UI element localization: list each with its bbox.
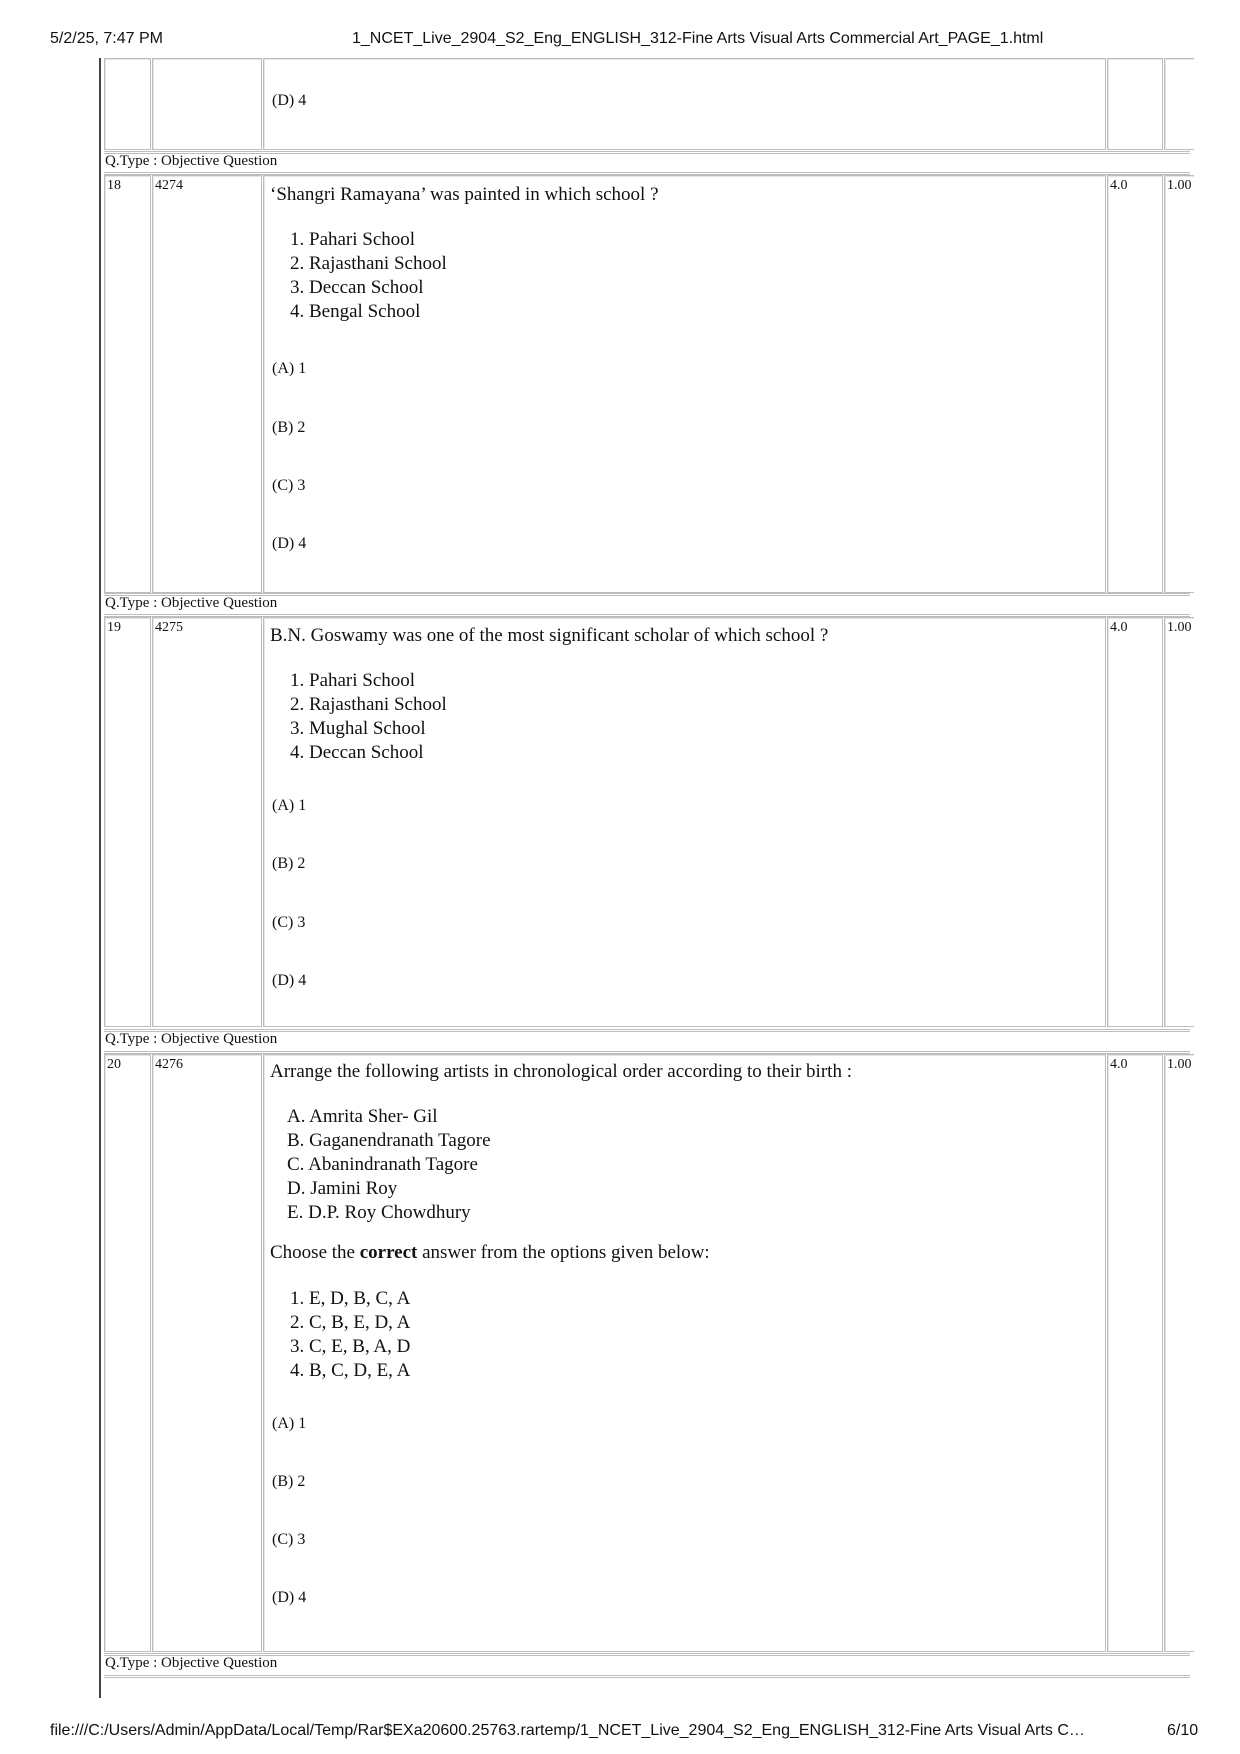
q20-item-list — [290, 1287, 410, 1383]
q20-artist-list — [287, 1105, 491, 1225]
list-item: 1. Pahari School — [290, 229, 416, 250]
partial-sno-cell — [104, 58, 151, 150]
list-item: E. D.P. Roy Chowdhury — [287, 1202, 471, 1223]
partial-neg-cell — [1164, 58, 1194, 150]
q18-qid-cell — [152, 175, 262, 593]
q20-neg-marks: 1.00 — [1167, 1057, 1192, 1072]
q19-marks: 4.0 — [1110, 620, 1128, 635]
q20-question-text: Arrange the following artists in chronological order according to their birth : — [270, 1061, 852, 1082]
q19-item-list — [290, 669, 447, 765]
list-item: 3. Deccan School — [290, 277, 424, 298]
list-item: C. Abanindranath Tagore — [287, 1154, 478, 1175]
instruction-text: Choose the — [270, 1242, 360, 1263]
document-title: 1_NCET_Live_2904_S2_Eng_ENGLISH_312-Fine Arts Visual Arts Commercial Art_PAGE_1.html — [352, 30, 1044, 47]
q18-option-b: (B) 2 — [272, 419, 306, 436]
q20-choose-instruction — [270, 1242, 710, 1264]
list-item: D. Jamini Roy — [287, 1178, 398, 1199]
q19-option-b: (B) 2 — [272, 855, 306, 872]
list-item: 1. E, D, B, C, A — [290, 1288, 411, 1309]
q19-neg-cell — [1164, 617, 1194, 1027]
q20-neg-cell — [1164, 1054, 1194, 1652]
list-item: 3. Mughal School — [290, 718, 426, 739]
q18-option-c: (C) 3 — [272, 477, 306, 494]
instruction-emphasis: correct — [359, 1242, 418, 1263]
q20-option-b: (B) 2 — [272, 1473, 306, 1490]
page-left-rule — [99, 58, 101, 1698]
partial-option-d: (D) 4 — [272, 92, 307, 109]
q19-option-a: (A) 1 — [272, 797, 307, 814]
q20-option-c: (C) 3 — [272, 1531, 306, 1548]
q20-sno-cell — [104, 1054, 151, 1652]
list-item: 4. B, C, D, E, A — [290, 1360, 411, 1381]
list-item: 2. C, B, E, D, A — [290, 1312, 411, 1333]
qtype-label: Q.Type : Objective Question — [105, 1031, 278, 1047]
q18-sno: 18 — [107, 178, 121, 193]
q20-qid-cell — [152, 1054, 262, 1652]
list-item: 4. Deccan School — [290, 742, 424, 763]
list-item: 1. Pahari School — [290, 670, 416, 691]
list-item: 4. Bengal School — [290, 301, 421, 322]
row-separator — [104, 1675, 1190, 1678]
q20-option-a: (A) 1 — [272, 1415, 307, 1432]
q20-option-d: (D) 4 — [272, 1589, 307, 1606]
q18-marks: 4.0 — [1110, 178, 1128, 193]
q20-sno: 20 — [107, 1057, 121, 1072]
q18-neg-cell — [1164, 175, 1194, 593]
q18-item-list — [290, 228, 447, 324]
q19-qid-cell — [152, 617, 262, 1027]
q18-neg-marks: 1.00 — [1167, 178, 1192, 193]
partial-qid-cell — [152, 58, 262, 150]
instruction-text: answer from the options given below: — [417, 1242, 710, 1263]
qtype-label: Q.Type : Objective Question — [105, 595, 278, 611]
qtype-label: Q.Type : Objective Question — [105, 153, 278, 169]
q20-marks-cell — [1107, 1054, 1163, 1652]
file-url: file:///C:/Users/Admin/AppData/Local/Temp/Rar$EXa20600.25763.rartemp/1_NCET_Live_2904_S2_Eng_ENGLISH_312-Fine Arts Visual Arts C… — [50, 1722, 1085, 1739]
q20-qid: 4276 — [155, 1057, 183, 1072]
list-item: B. Gaganendranath Tagore — [287, 1130, 491, 1151]
q18-option-d: (D) 4 — [272, 535, 307, 552]
q19-option-d: (D) 4 — [272, 972, 307, 989]
q18-option-a: (A) 1 — [272, 360, 307, 377]
q18-qid: 4274 — [155, 178, 183, 193]
partial-marks-cell — [1107, 58, 1163, 150]
q18-marks-cell — [1107, 175, 1163, 593]
page-number: 6/10 — [1167, 1722, 1199, 1739]
list-item: 2. Rajasthani School — [290, 694, 447, 715]
q19-qid: 4275 — [155, 620, 183, 635]
partial-question-cell — [263, 58, 1106, 150]
q19-marks-cell — [1107, 617, 1163, 1027]
q18-question-text: ‘Shangri Ramayana’ was painted in which school ? — [270, 184, 659, 205]
list-item: 2. Rajasthani School — [290, 253, 447, 274]
q19-sno: 19 — [107, 620, 121, 635]
list-item: A. Amrita Sher- Gil — [287, 1106, 438, 1127]
q19-question-text: B.N. Goswamy was one of the most significant scholar of which school ? — [270, 625, 829, 646]
q18-sno-cell — [104, 175, 151, 593]
q19-sno-cell — [104, 617, 151, 1027]
qtype-label: Q.Type : Objective Question — [105, 1655, 278, 1671]
q20-marks: 4.0 — [1110, 1057, 1128, 1072]
q19-option-c: (C) 3 — [272, 914, 306, 931]
list-item: 3. C, E, B, A, D — [290, 1336, 411, 1357]
q19-neg-marks: 1.00 — [1167, 620, 1192, 635]
print-datetime: 5/2/25, 7:47 PM — [50, 30, 163, 47]
